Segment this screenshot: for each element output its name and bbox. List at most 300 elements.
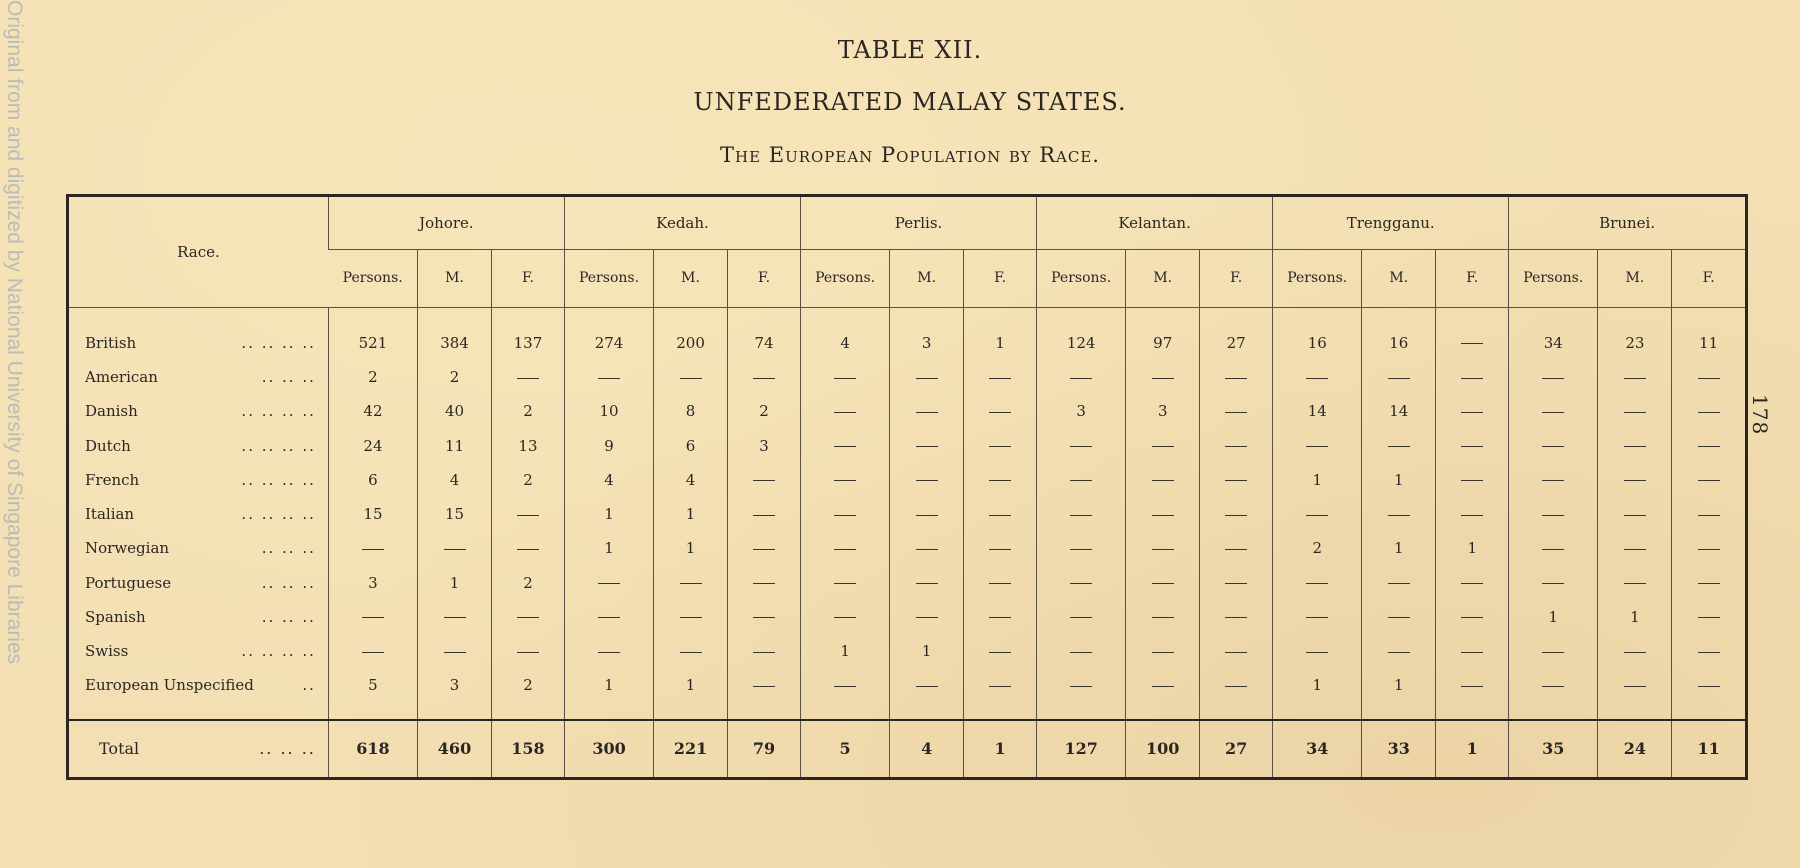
value-trengganu-persons: 1 bbox=[1273, 463, 1362, 497]
total-row bbox=[69, 720, 1745, 778]
dash-mark bbox=[916, 446, 938, 447]
value-johore-f bbox=[491, 497, 564, 531]
dash-mark bbox=[1461, 686, 1483, 687]
value-kelantan-m bbox=[1126, 428, 1200, 462]
value-kelantan-persons bbox=[1037, 531, 1126, 565]
value-kelantan-f bbox=[1200, 394, 1273, 428]
value-trengganu-m: 1 bbox=[1362, 668, 1436, 702]
value-johore-m: 460 bbox=[418, 720, 492, 778]
value-johore-m bbox=[418, 600, 492, 634]
value-kelantan-m: 97 bbox=[1126, 326, 1200, 360]
dash-mark bbox=[1388, 583, 1410, 584]
dash-mark bbox=[1152, 549, 1174, 550]
race-cell bbox=[69, 531, 328, 565]
value-trengganu-m bbox=[1362, 497, 1436, 531]
dash-mark bbox=[1624, 515, 1646, 516]
dash-mark bbox=[989, 652, 1011, 653]
value-trengganu-persons: 1 bbox=[1273, 668, 1362, 702]
value-perlis-persons bbox=[801, 360, 890, 394]
value-perlis-f bbox=[964, 394, 1037, 428]
value-kedah-f bbox=[728, 600, 801, 634]
dash-mark bbox=[1698, 617, 1720, 618]
value-kedah-m: 221 bbox=[654, 720, 728, 778]
dash-mark bbox=[517, 378, 539, 379]
dash-mark bbox=[1070, 515, 1092, 516]
dash-mark bbox=[680, 378, 702, 379]
value-perlis-m bbox=[890, 565, 964, 599]
table-row bbox=[69, 497, 1745, 531]
dash-mark bbox=[834, 446, 856, 447]
value-kedah-f: 79 bbox=[728, 720, 801, 778]
dash-mark bbox=[1152, 515, 1174, 516]
value-perlis-f: 1 bbox=[964, 720, 1037, 778]
value-perlis-m bbox=[890, 394, 964, 428]
value-kelantan-persons: 127 bbox=[1037, 720, 1126, 778]
dash-mark bbox=[753, 652, 775, 653]
value-kedah-m: 200 bbox=[654, 326, 728, 360]
value-brunei-m bbox=[1598, 428, 1672, 462]
race-label: Dutch bbox=[85, 436, 131, 455]
value-johore-m bbox=[418, 634, 492, 668]
race-cell bbox=[69, 463, 328, 497]
value-johore-m: 11 bbox=[418, 428, 492, 462]
value-perlis-persons bbox=[801, 531, 890, 565]
dash-mark bbox=[444, 617, 466, 618]
dash-mark bbox=[1461, 583, 1483, 584]
value-perlis-persons bbox=[801, 600, 890, 634]
subheader-kedah-m: M. bbox=[654, 249, 728, 307]
value-kedah-persons bbox=[564, 565, 653, 599]
value-trengganu-f bbox=[1436, 394, 1509, 428]
value-johore-m: 384 bbox=[418, 326, 492, 360]
value-kedah-f bbox=[728, 565, 801, 599]
subheader-kedah-persons: Persons. bbox=[564, 249, 653, 307]
dash-mark bbox=[1461, 652, 1483, 653]
value-kelantan-f bbox=[1200, 531, 1273, 565]
value-brunei-f bbox=[1672, 360, 1745, 394]
value-kedah-m bbox=[654, 360, 728, 394]
value-trengganu-m: 16 bbox=[1362, 326, 1436, 360]
value-kelantan-m bbox=[1126, 497, 1200, 531]
dash-mark bbox=[1624, 378, 1646, 379]
value-kelantan-m bbox=[1126, 600, 1200, 634]
dash-mark bbox=[1698, 686, 1720, 687]
subheader-perlis-f: F. bbox=[964, 249, 1037, 307]
value-trengganu-f bbox=[1436, 428, 1509, 462]
dash-mark bbox=[1152, 617, 1174, 618]
dash-mark bbox=[916, 583, 938, 584]
dash-mark bbox=[1070, 549, 1092, 550]
race-label: French bbox=[85, 470, 140, 489]
population-table-grid bbox=[69, 197, 1745, 777]
leader-dots: .. bbox=[302, 676, 316, 695]
value-brunei-persons bbox=[1509, 668, 1598, 702]
value-kedah-persons: 1 bbox=[564, 531, 653, 565]
dash-mark bbox=[1624, 446, 1646, 447]
value-perlis-persons bbox=[801, 497, 890, 531]
dash-mark bbox=[1152, 480, 1174, 481]
subheader-kelantan-m: M. bbox=[1126, 249, 1200, 307]
value-kelantan-f bbox=[1200, 428, 1273, 462]
dash-mark bbox=[834, 617, 856, 618]
value-kedah-persons bbox=[564, 634, 653, 668]
value-kelantan-f bbox=[1200, 600, 1273, 634]
value-perlis-persons: 1 bbox=[801, 634, 890, 668]
dash-mark bbox=[362, 617, 384, 618]
value-brunei-f bbox=[1672, 634, 1745, 668]
race-label: Italian bbox=[85, 505, 135, 523]
value-johore-f bbox=[491, 634, 564, 668]
race-cell bbox=[69, 668, 328, 702]
value-brunei-f bbox=[1672, 600, 1745, 634]
dash-mark bbox=[1461, 515, 1483, 516]
value-trengganu-persons bbox=[1273, 600, 1362, 634]
value-perlis-m: 4 bbox=[890, 720, 964, 778]
table-caption: The European Population by Race. bbox=[720, 143, 1100, 167]
dash-mark bbox=[1388, 378, 1410, 379]
dash-mark bbox=[834, 515, 856, 516]
race-cell bbox=[69, 497, 328, 531]
value-kelantan-f bbox=[1200, 634, 1273, 668]
dash-mark bbox=[1152, 652, 1174, 653]
value-kelantan-f: 27 bbox=[1200, 720, 1273, 778]
value-brunei-f: 11 bbox=[1672, 326, 1745, 360]
dash-mark bbox=[680, 652, 702, 653]
value-kelantan-persons bbox=[1037, 463, 1126, 497]
value-kedah-m: 6 bbox=[654, 428, 728, 462]
dash-mark bbox=[1542, 412, 1564, 413]
race-cell bbox=[69, 720, 328, 778]
dash-mark bbox=[1306, 446, 1328, 447]
value-johore-persons bbox=[328, 634, 417, 668]
value-kelantan-f bbox=[1200, 565, 1273, 599]
value-trengganu-f bbox=[1436, 497, 1509, 531]
value-brunei-f bbox=[1672, 394, 1745, 428]
value-trengganu-f bbox=[1436, 360, 1509, 394]
value-brunei-persons bbox=[1509, 531, 1598, 565]
dash-mark bbox=[989, 515, 1011, 516]
value-kedah-f bbox=[728, 668, 801, 702]
dash-mark bbox=[1624, 652, 1646, 653]
table-row bbox=[69, 531, 1745, 565]
dash-mark bbox=[834, 549, 856, 550]
dash-mark bbox=[916, 549, 938, 550]
state-header-row bbox=[69, 197, 1745, 249]
value-kedah-m: 8 bbox=[654, 394, 728, 428]
dash-mark bbox=[362, 549, 384, 550]
value-brunei-f bbox=[1672, 463, 1745, 497]
dash-mark bbox=[753, 378, 775, 379]
race-cell bbox=[69, 360, 328, 394]
value-brunei-persons bbox=[1509, 463, 1598, 497]
value-johore-persons: 24 bbox=[328, 428, 417, 462]
value-trengganu-f bbox=[1436, 565, 1509, 599]
table-row bbox=[69, 428, 1745, 462]
table-title: TABLE XII. bbox=[837, 36, 983, 64]
value-kelantan-f bbox=[1200, 360, 1273, 394]
dash-mark bbox=[1698, 446, 1720, 447]
value-johore-persons bbox=[328, 600, 417, 634]
value-brunei-m bbox=[1598, 668, 1672, 702]
leader-dots: .. .. .. .. bbox=[241, 333, 316, 352]
value-perlis-f bbox=[964, 428, 1037, 462]
value-brunei-persons bbox=[1509, 428, 1598, 462]
dash-mark bbox=[916, 686, 938, 687]
dash-mark bbox=[1388, 446, 1410, 447]
value-kelantan-persons bbox=[1037, 600, 1126, 634]
dash-mark bbox=[1388, 652, 1410, 653]
dash-mark bbox=[1388, 515, 1410, 516]
value-johore-f: 158 bbox=[491, 720, 564, 778]
value-trengganu-persons bbox=[1273, 360, 1362, 394]
dash-mark bbox=[1152, 446, 1174, 447]
value-kedah-f bbox=[728, 634, 801, 668]
value-trengganu-persons bbox=[1273, 428, 1362, 462]
value-brunei-m bbox=[1598, 497, 1672, 531]
value-johore-f bbox=[491, 600, 564, 634]
value-perlis-f bbox=[964, 565, 1037, 599]
value-johore-m: 2 bbox=[418, 360, 492, 394]
value-perlis-m bbox=[890, 600, 964, 634]
value-perlis-f bbox=[964, 634, 1037, 668]
dash-mark bbox=[1542, 652, 1564, 653]
dash-mark bbox=[1624, 549, 1646, 550]
value-johore-m: 15 bbox=[418, 497, 492, 531]
value-perlis-persons bbox=[801, 565, 890, 599]
value-kelantan-persons bbox=[1037, 428, 1126, 462]
dash-mark bbox=[1461, 446, 1483, 447]
value-johore-persons: 15 bbox=[328, 497, 417, 531]
dash-mark bbox=[1225, 549, 1247, 550]
dash-mark bbox=[1698, 549, 1720, 550]
table-row bbox=[69, 326, 1745, 360]
value-kedah-m bbox=[654, 600, 728, 634]
value-trengganu-persons bbox=[1273, 634, 1362, 668]
gap-row bbox=[69, 702, 1745, 719]
value-perlis-persons bbox=[801, 463, 890, 497]
value-trengganu-f bbox=[1436, 326, 1509, 360]
dash-mark bbox=[1070, 652, 1092, 653]
value-trengganu-m: 1 bbox=[1362, 463, 1436, 497]
value-perlis-persons: 4 bbox=[801, 326, 890, 360]
dash-mark bbox=[444, 652, 466, 653]
dash-mark bbox=[1542, 686, 1564, 687]
subheader-trengganu-m: M. bbox=[1362, 249, 1436, 307]
dash-mark bbox=[680, 617, 702, 618]
leader-dots: .. .. .. .. bbox=[241, 470, 316, 489]
dash-mark bbox=[916, 412, 938, 413]
value-kedah-f: 2 bbox=[728, 394, 801, 428]
value-trengganu-f bbox=[1436, 634, 1509, 668]
subheader-johore-m: M. bbox=[418, 249, 492, 307]
value-kelantan-m bbox=[1126, 634, 1200, 668]
race-label: British bbox=[85, 333, 137, 352]
dash-mark bbox=[1306, 583, 1328, 584]
value-kelantan-m bbox=[1126, 463, 1200, 497]
dash-mark bbox=[989, 446, 1011, 447]
dash-mark bbox=[598, 617, 620, 618]
dash-mark bbox=[1388, 617, 1410, 618]
dash-mark bbox=[1698, 378, 1720, 379]
table-row bbox=[69, 360, 1745, 394]
value-kedah-f bbox=[728, 531, 801, 565]
state-header-kedah: Kedah. bbox=[564, 197, 800, 249]
subheader-trengganu-f: F. bbox=[1436, 249, 1509, 307]
subheader-brunei-m: M. bbox=[1598, 249, 1672, 307]
value-johore-persons: 2 bbox=[328, 360, 417, 394]
dash-mark bbox=[916, 617, 938, 618]
race-cell bbox=[69, 634, 328, 668]
value-kedah-m bbox=[654, 565, 728, 599]
state-header-perlis: Perlis. bbox=[801, 197, 1037, 249]
dash-mark bbox=[1624, 686, 1646, 687]
value-kedah-persons: 300 bbox=[564, 720, 653, 778]
value-trengganu-persons: 16 bbox=[1273, 326, 1362, 360]
value-johore-persons: 618 bbox=[328, 720, 417, 778]
value-kedah-f: 74 bbox=[728, 326, 801, 360]
dash-mark bbox=[916, 480, 938, 481]
value-johore-m bbox=[418, 531, 492, 565]
dash-mark bbox=[517, 617, 539, 618]
value-kelantan-persons bbox=[1037, 497, 1126, 531]
value-perlis-persons bbox=[801, 668, 890, 702]
dash-mark bbox=[1152, 583, 1174, 584]
leader-dots: .. .. .. .. bbox=[241, 642, 316, 660]
dash-mark bbox=[1624, 583, 1646, 584]
dash-mark bbox=[1624, 412, 1646, 413]
value-brunei-persons bbox=[1509, 565, 1598, 599]
value-trengganu-persons bbox=[1273, 565, 1362, 599]
dash-mark bbox=[834, 686, 856, 687]
value-brunei-persons bbox=[1509, 634, 1598, 668]
race-label: Total bbox=[99, 739, 140, 759]
dash-mark bbox=[753, 617, 775, 618]
dash-mark bbox=[1225, 652, 1247, 653]
digitization-watermark: Original from and digitized by National University of Singapore Libraries bbox=[3, 0, 26, 665]
value-brunei-persons: 1 bbox=[1509, 600, 1598, 634]
subheader-kelantan-f: F. bbox=[1200, 249, 1273, 307]
dash-mark bbox=[834, 378, 856, 379]
subheader-kedah-f: F. bbox=[728, 249, 801, 307]
subheader-perlis-m: M. bbox=[890, 249, 964, 307]
race-label: Swiss bbox=[85, 642, 129, 660]
subheader-trengganu-persons: Persons. bbox=[1273, 249, 1362, 307]
dash-mark bbox=[834, 583, 856, 584]
value-trengganu-persons: 34 bbox=[1273, 720, 1362, 778]
value-brunei-m bbox=[1598, 531, 1672, 565]
value-johore-persons: 3 bbox=[328, 565, 417, 599]
value-brunei-persons bbox=[1509, 497, 1598, 531]
value-kedah-m: 1 bbox=[654, 668, 728, 702]
leader-dots: .. .. .. bbox=[261, 607, 316, 626]
dash-mark bbox=[1698, 480, 1720, 481]
leader-dots: .. .. .. .. bbox=[241, 402, 316, 421]
value-trengganu-m bbox=[1362, 634, 1436, 668]
value-kelantan-persons bbox=[1037, 565, 1126, 599]
value-trengganu-f: 1 bbox=[1436, 720, 1509, 778]
dash-mark bbox=[517, 652, 539, 653]
dash-mark bbox=[989, 583, 1011, 584]
table-row bbox=[69, 634, 1745, 668]
value-perlis-m bbox=[890, 428, 964, 462]
dash-mark bbox=[1461, 480, 1483, 481]
dash-mark bbox=[1225, 412, 1247, 413]
race-cell bbox=[69, 600, 328, 634]
state-header-brunei: Brunei. bbox=[1509, 197, 1745, 249]
dash-mark bbox=[1225, 480, 1247, 481]
dash-mark bbox=[753, 686, 775, 687]
value-kelantan-m: 100 bbox=[1126, 720, 1200, 778]
dash-mark bbox=[1306, 652, 1328, 653]
value-brunei-persons: 34 bbox=[1509, 326, 1598, 360]
value-kedah-m: 4 bbox=[654, 463, 728, 497]
value-kedah-f bbox=[728, 463, 801, 497]
value-brunei-f bbox=[1672, 497, 1745, 531]
dash-mark bbox=[598, 583, 620, 584]
value-kedah-persons: 1 bbox=[564, 497, 653, 531]
value-kelantan-f bbox=[1200, 463, 1273, 497]
value-kelantan-persons: 124 bbox=[1037, 326, 1126, 360]
dash-mark bbox=[1542, 446, 1564, 447]
dash-mark bbox=[1461, 617, 1483, 618]
value-brunei-persons bbox=[1509, 394, 1598, 428]
dash-mark bbox=[1070, 446, 1092, 447]
value-kelantan-persons: 3 bbox=[1037, 394, 1126, 428]
value-brunei-f: 11 bbox=[1672, 720, 1745, 778]
dash-mark bbox=[753, 549, 775, 550]
value-trengganu-m: 1 bbox=[1362, 531, 1436, 565]
leader-dots: .. .. .. bbox=[261, 539, 316, 558]
value-brunei-persons bbox=[1509, 360, 1598, 394]
value-brunei-m: 24 bbox=[1598, 720, 1672, 778]
dash-mark bbox=[1152, 378, 1174, 379]
value-kelantan-f bbox=[1200, 497, 1273, 531]
value-kedah-persons: 4 bbox=[564, 463, 653, 497]
dash-mark bbox=[1542, 515, 1564, 516]
value-perlis-f bbox=[964, 600, 1037, 634]
value-brunei-f bbox=[1672, 428, 1745, 462]
dash-mark bbox=[753, 583, 775, 584]
value-johore-f: 2 bbox=[491, 668, 564, 702]
value-kedah-persons: 9 bbox=[564, 428, 653, 462]
value-perlis-m bbox=[890, 497, 964, 531]
dash-mark bbox=[834, 412, 856, 413]
value-brunei-m bbox=[1598, 360, 1672, 394]
dash-mark bbox=[989, 412, 1011, 413]
value-brunei-persons: 35 bbox=[1509, 720, 1598, 778]
value-perlis-f: 1 bbox=[964, 326, 1037, 360]
dash-mark bbox=[1542, 583, 1564, 584]
subheader-brunei-persons: Persons. bbox=[1509, 249, 1598, 307]
value-johore-m: 4 bbox=[418, 463, 492, 497]
subheader-johore-persons: Persons. bbox=[328, 249, 417, 307]
table-row bbox=[69, 600, 1745, 634]
dash-mark bbox=[1461, 378, 1483, 379]
value-johore-persons bbox=[328, 531, 417, 565]
dash-mark bbox=[1225, 617, 1247, 618]
value-kedah-m: 1 bbox=[654, 531, 728, 565]
dash-mark bbox=[1698, 412, 1720, 413]
value-perlis-m bbox=[890, 531, 964, 565]
subheader-perlis-persons: Persons. bbox=[801, 249, 890, 307]
value-trengganu-m bbox=[1362, 565, 1436, 599]
value-perlis-f bbox=[964, 463, 1037, 497]
value-brunei-m: 1 bbox=[1598, 600, 1672, 634]
dash-mark bbox=[753, 480, 775, 481]
value-trengganu-m bbox=[1362, 600, 1436, 634]
table-row bbox=[69, 565, 1745, 599]
dash-mark bbox=[362, 652, 384, 653]
